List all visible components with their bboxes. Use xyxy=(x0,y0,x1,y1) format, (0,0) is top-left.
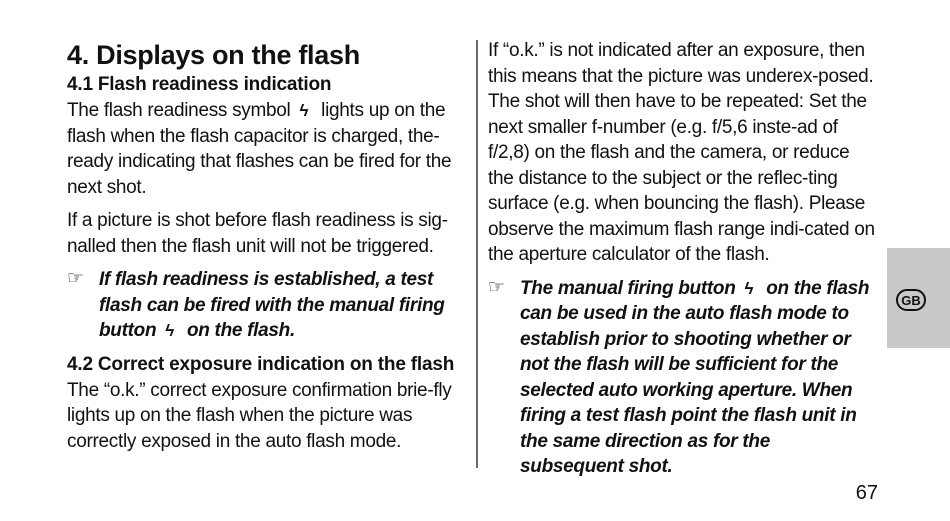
note-text: The manual firing button xyxy=(520,277,736,299)
not-triggered-paragraph: If a picture is shot before flash readiness is sig-nalled then the flash unit will not be triggered. xyxy=(67,210,448,257)
section-heading-4-2: 4.2 Correct exposure indication on the flash xyxy=(67,353,455,375)
language-badge: GB xyxy=(896,289,926,311)
page-number: 67 xyxy=(855,482,878,504)
pointing-hand-icon: ☞ xyxy=(488,276,506,298)
pointing-hand-icon: ☞ xyxy=(67,268,85,289)
flash-bolt-icon: ϟ xyxy=(744,278,754,298)
underexposed-paragraph: If “o.k.” is not indicated after an exposure, then this means that the picture was underex-posed. The shot will then have to be repeated: Set the next smaller f-number (e.g. f/5,6 inste-ad of f/2,8) on the flash and the camera, or reduce the distance to the subject or the reflec-ting surface (e.g. when bouncing the flash). Please observe the maximum flash range indi-cated on the aperture calculator of the flash. xyxy=(488,40,875,265)
right-column xyxy=(488,38,878,480)
flash-bolt-icon: ϟ xyxy=(165,321,174,340)
manual-firing-note xyxy=(488,276,878,480)
correct-exposure-paragraph: The “o.k.” correct exposure confirmation brie-fly lights up on the flash when the picture was correctly exposed in the auto flash mode. xyxy=(67,379,452,452)
paragraph-text: lights up on the flash when the flash capacitor is charged, the-ready indicating that flashes can be fired for the next shot. xyxy=(67,100,452,198)
note-text: on the flash can be used in the auto flash mode to establish prior to shooting whether or not the flash will be sufficient for the selected auto working aperture. When firing a test flash point the flash unit in the same direction as for the subsequent shot. xyxy=(520,277,870,477)
page-title: 4. Displays on the flash xyxy=(67,40,360,70)
left-column xyxy=(67,38,465,454)
section-heading-4-1: 4.1 Flash readiness indication xyxy=(67,74,332,95)
note-text: on the flash. xyxy=(186,320,295,341)
note-text: If flash readiness is established, a test flash can be fired with the manual firing button xyxy=(99,269,445,341)
flash-bolt-icon: ϟ xyxy=(299,101,309,120)
column-divider xyxy=(476,40,478,468)
paragraph-text: The flash readiness symbol xyxy=(67,100,291,121)
test-flash-note xyxy=(67,267,465,344)
flash-readiness-paragraph xyxy=(67,98,465,200)
